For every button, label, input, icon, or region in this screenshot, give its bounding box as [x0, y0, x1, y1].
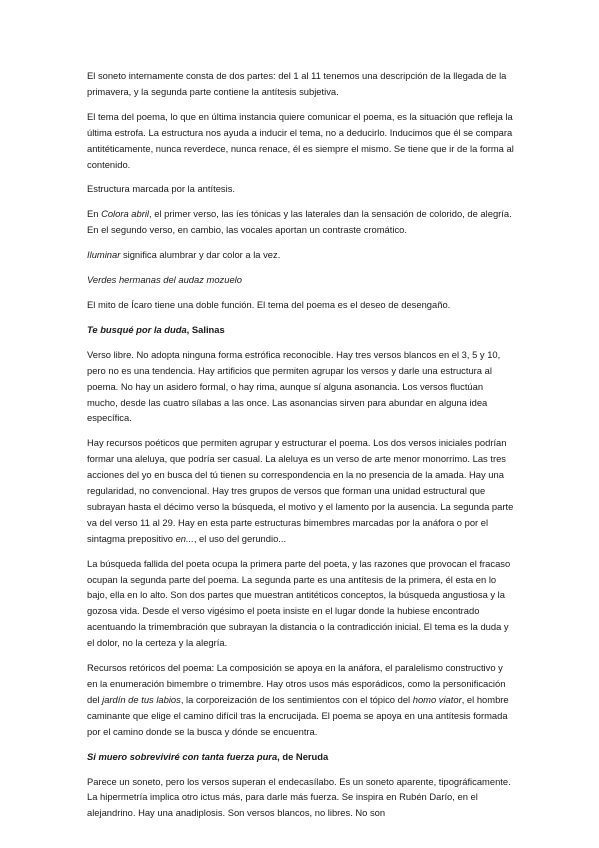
paragraph-colora-abril	[87, 206, 515, 238]
paragraph-soneto-aparente: Parece un soneto, pero los versos superan el endecasílabo. Es un soneto aparente, tipográficamente. La hipermetría implica otro ictus más, para darle más fuerza. Se inspira en Rubén Darío, en el alejandrino. Hay una anadiplosis. Son versos blancos, no libres. No son	[87, 775, 511, 819]
paragraph-recursos-retoricos	[87, 660, 515, 740]
poem-quote: Colora abril	[101, 208, 150, 220]
poem-quote: homo viator	[412, 693, 462, 705]
paragraph-busqueda-fallida: La búsqueda fallida del poeta ocupa la primera parte del poeta, y las razones que provocan el fracaso ocupan la segunda parte del poema. La segunda parte es una antítesis de la primera, él esta en lo bajo, ella en lo alto. Son dos partes que muestran antitéticos conceptos, la búsqueda angustiosa y la gozosa vida. Desde el verso vigésimo el poeta insiste en el lugar donde la hubiese encontrado acentuando la trimembración que subrayan la distancia o la contradicción inicial. El tema es la duda y el dolor, no la certeza y la alegría.	[87, 557, 511, 649]
paragraph-recursos-poeticos	[87, 435, 515, 546]
section-heading-neruda	[87, 749, 515, 765]
text-segment: Hay recursos poéticos que permiten agrupar y estructurar el poema. Los dos versos iniciales podrían formar una aleluya, que podría ser casual. La aleluya es un verso de arte menor monorrimo. Las tres acciones del yo en busca del tú tienen su correspondencia en la no presencia de la amada. Hay una regularidad, no convencional. Hay tres grupos de versos que forman una unidad estructural que subrayan hasta el décimo verso la búsqueda, el motivo y el lamento por la ausencia. La segunda parte va del verso 11 al 29. Hay en esta parte estructuras bimembres marcadas por la anáfora o por el sintagma prepositivo	[87, 437, 514, 544]
text-segment: , el uso del gerundio...	[193, 532, 287, 544]
poem-author: , de Neruda	[277, 750, 329, 762]
paragraph-verso-libre: Verso libre. No adopta ninguna forma estrófica reconocible. Hay tres versos blancos en el 3, 5 y 10, pero no es una tendencia. Hay artificios que permiten agrupar los versos y darle una estructura al poema. No hay un asidero formal, o hay rima, aunque sí alguna asonancia. Los versos fluctúan mucho, desde las cuatro sílabas a las once. Las asonancias sirven para abundar en alguna idea específica.	[87, 348, 501, 424]
paragraph-tema-poema: El tema del poema, lo que en última instancia quiere comunicar el poema, es la situación que refleja la última estrofa. La estructura nos ayuda a inducir el tema, no a deducirlo. Inducimos que él se compara antitéticamente, nunca reverdece, nunca renace, él es siempre el mismo. Se tiene que ir de la forma al contenido.	[87, 110, 514, 170]
poem-title: Si muero sobreviviré con tanta fuerza pura	[87, 750, 278, 762]
document-page	[87, 68, 515, 830]
text-segment: Recursos retóricos del poema: La composición se apoya en la anáfora, el paralelismo constructivo y en la enumeración bimembre o trimembre. Hay otros usos más esporádicos, como la personificación del	[87, 662, 506, 705]
poem-quote: en...	[175, 532, 194, 544]
poem-quote: Iluminar	[87, 249, 121, 261]
paragraph-estructura-antitesis: Estructura marcada por la antítesis.	[87, 183, 235, 195]
text-segment: , la corporeización de los sentimientos con el tópico del	[180, 693, 413, 705]
paragraph-iluminar	[87, 247, 515, 263]
paragraph-soneto-partes: El soneto internamente consta de dos partes: del 1 al 11 tenemos una descripción de la llegada de la primavera, y la segunda parte contiene la antítesis subjetiva.	[87, 70, 507, 97]
text-segment: En	[87, 208, 102, 220]
text-segment: significa alumbrar y dar color a la vez.	[120, 249, 281, 261]
text-segment: , el primer verso, las íes tónicas y las laterales dan la sensación de colorido, de alegría. En el segundo verso, en cambio, las vocales aportan un contraste cromático.	[87, 208, 512, 236]
section-heading-salinas	[87, 322, 515, 338]
poem-quote: jardín de tus labios	[102, 693, 181, 705]
poem-title: Te busqué por la duda	[87, 323, 187, 335]
poem-author: , Salinas	[186, 323, 225, 335]
paragraph-verdes-hermanas: Verdes hermanas del audaz mozuelo	[87, 274, 242, 286]
paragraph-mito-icaro: El mito de Ícaro tiene una doble función. El tema del poema es el deseo de desengaño.	[87, 298, 451, 310]
text-segment: , el hombre caminante que elige el camino difícil tras la encrucijada. El poema se apoya en una antítesis formada por el camino donde se la busca y dónde se encuentra.	[87, 693, 509, 737]
